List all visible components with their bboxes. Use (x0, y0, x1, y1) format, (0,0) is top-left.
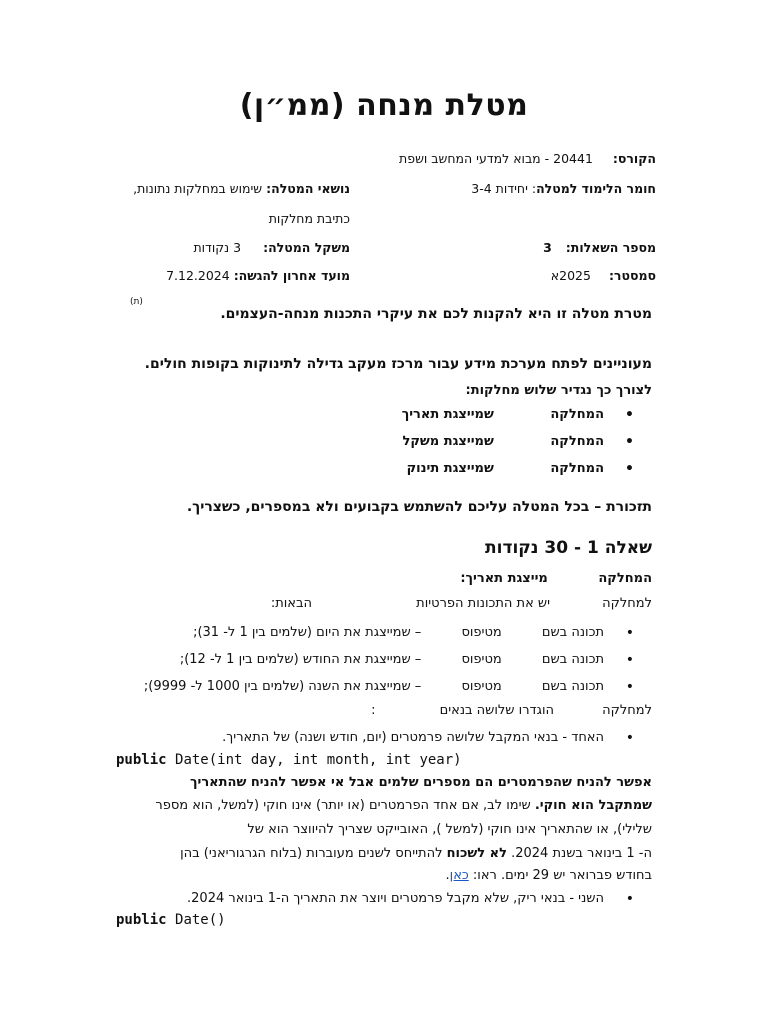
classes-intro: לצורך כך נגדיר שלוש מחלקות: (465, 383, 652, 398)
weight-row (193, 240, 350, 255)
q1-ctor2-text: • השני - בנאי ריק, שלא מקבל פרמטרים ויוצר את התאריך ה-1 בינואר 2024. (187, 891, 604, 906)
q1-para2-rest: שימו לב, אם אחד הפרמטרים (או יותר) אינו חוקי (למשל, הוא מספר (155, 798, 535, 813)
class-item-label: המחלקה (550, 461, 604, 476)
q1-ctor2-code (116, 912, 226, 928)
prop-name-label: תכונה בשם (541, 679, 604, 694)
weight-value: 3 נקודות (193, 240, 242, 255)
question1-heading: שאלה 1 - 30 נקודות (485, 538, 652, 558)
q1-para4-b: להתייחס לשנים מעוברות (בלוח הגרגוריאני) בהן (180, 846, 447, 861)
class-item-label: המחלקה (550, 434, 604, 449)
class-item-desc: שמייצגת תינוק (406, 461, 494, 476)
q1-para-line5 (446, 868, 652, 883)
intro-text: מעוניינים לפתח מערכת מידע עבור מרכז מעקב גדילה לתינוקות בקופות חולים. (144, 356, 652, 372)
prop-name-label: תכונה בשם (541, 652, 604, 667)
prop-desc: – שמייצגת את החודש (שלמים בין 1 ל- 12); (179, 652, 422, 667)
prop-desc: – שמייצגת את היום (שלמים בין 1 ל- 31); (193, 625, 422, 640)
class-item-desc: שמייצגת תאריך (401, 407, 494, 422)
class-item-weight (403, 434, 605, 449)
course-row (399, 151, 656, 166)
topics-row (133, 181, 350, 196)
deadline-label: מועד אחרון להגשה: (233, 268, 350, 283)
weight-label: משקל המטלה: (263, 240, 350, 255)
q1-ctor1-code (116, 752, 462, 768)
q1-para5-b: . (445, 868, 450, 883)
q1-para4-bold: לא לשכוח (446, 846, 507, 861)
class-item-label: המחלקה (550, 407, 604, 422)
code-keyword: public (116, 752, 167, 768)
questions-row (543, 240, 656, 255)
questions-label: מספר השאלות: (565, 240, 656, 255)
q1-props-intro-a: למחלקה (602, 596, 652, 611)
code-keyword: public (116, 912, 167, 928)
prop-type-label: מטיפוס (461, 652, 502, 667)
deadline-row (166, 268, 350, 283)
q1-prop-year (144, 679, 604, 694)
deadline-value: 7.12.2024 (166, 268, 230, 283)
code-signature: Date(int day, int month, int year) (175, 752, 462, 768)
q1-props-intro-b: יש את התכונות הפרטיות (416, 596, 551, 611)
class-item-date (402, 407, 604, 422)
q1-prop-day (193, 625, 604, 640)
semester-value: 2025א (550, 268, 591, 283)
topics-value-line2: כתיבת מחלקות (268, 211, 350, 226)
q1-class-line-b: מייצגת תאריך: (460, 571, 548, 586)
topics-label: נושאי המטלה: (266, 181, 350, 196)
prop-name-label: תכונה בשם (541, 625, 604, 640)
material-row (471, 181, 656, 196)
q1-ctor-intro-c: : (371, 703, 376, 718)
page-title: מטלת מנחה (ממ״ן) (239, 88, 529, 123)
q1-ctor-intro-a: למחלקה (602, 703, 652, 718)
class-item-desc: שמייצגת משקל (402, 434, 494, 449)
q1-para-line3: שלילי), או שהתאריך אינו חוקי (למשל ), האובייקט שצריך להיווצר הוא של (247, 822, 652, 837)
q1-class-line (460, 571, 652, 586)
goal-text: מטרת מטלה זו היא להקנות לכם את עיקרי התכנות מנחה-העצמים. (220, 306, 652, 322)
q1-para-line4 (180, 846, 652, 861)
q1-prop-month (180, 652, 604, 667)
semester-row (551, 268, 656, 283)
q1-props-intro-c: הבאות: (270, 596, 313, 611)
q1-ctor-intro (371, 703, 652, 718)
prop-desc: – שמייצגת את השנה (שלמים בין 1000 ל- 9999); (143, 679, 422, 694)
q1-ctor1-text: • האחד - בנאי המקבל שלושה פרמטרים (יום, חודש ושנה) של התאריך. (222, 730, 604, 745)
course-value: 20441 - מבוא למדעי המחשב ושפת (399, 151, 593, 166)
q1-ctor-intro-b: הוגדרו שלושה בנאים (439, 703, 555, 718)
material-label: חומר הלימוד למטלה (536, 181, 656, 196)
q1-para2-bold: שמתקבל הוא חוקי. (534, 798, 652, 813)
questions-value: 3 (543, 240, 552, 255)
class-item-baby (407, 461, 604, 476)
reminder-text: תזכורת – בכל המטלה עליכם להשתמש בקבועים ולא במספרים, כשצריך. (186, 499, 652, 515)
leap-year-link[interactable]: כאן (449, 868, 469, 883)
material-value: : יחידות 3-4 (471, 181, 537, 196)
q1-class-line-a: המחלקה (598, 571, 652, 586)
semester-label: סמסטר: (608, 268, 656, 283)
prop-type-label: מטיפוס (461, 679, 502, 694)
tag-mark: (ת) (130, 297, 143, 307)
course-label: הקורס: (612, 151, 656, 166)
topics-value-line1: שימוש במחלקות נתונות, (133, 181, 263, 196)
q1-para4-a: ה- 1 בינואר בשנת 2024. (506, 846, 652, 861)
code-signature: Date() (175, 912, 226, 928)
q1-para5-a: בחודש פברואר יש 29 ימים. ראו: (468, 868, 652, 883)
q1-para-line1: אפשר להניח שהפרמטרים הם מספרים שלמים אבל אי אפשר להניח שהתאריך (190, 775, 652, 790)
prop-type-label: מטיפוס (461, 625, 502, 640)
q1-props-intro (271, 596, 652, 611)
q1-para-line2 (155, 798, 652, 813)
